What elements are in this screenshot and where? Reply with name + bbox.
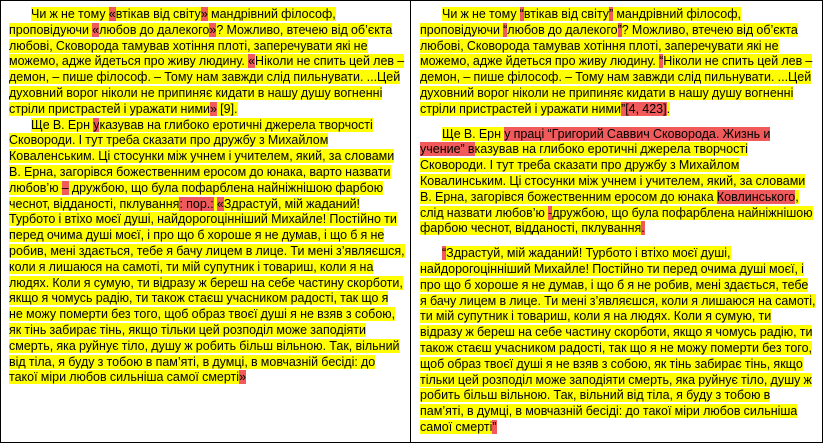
text-highlight: Ніколи не спить цей лев – демон, – пише філософ. – Тому нам завжди слід пильнувати. ...Цей духовний ворог ніколи не припиняє кидати в нашу душу вогненні стріли пристрастей і уражати ними — [9, 54, 405, 116]
diff-highlight: ” — [617, 22, 622, 37]
right-paragraph-1 — [420, 7, 816, 118]
text-highlight: . — [666, 101, 671, 116]
diff-highlight: . — [641, 221, 645, 236]
text-highlight: казував на глибоко еротичні джерела творчості Сковороди. І тут треба сказати про дружбу з Михайлом Ковалинським. Ці стосунки між учнем і учителем, який, за словами В. Ерна, загорівся божественним еросом до юнака — [420, 142, 806, 204]
left-column — [1, 1, 411, 442]
text-highlight: втікав від світу — [523, 7, 609, 21]
diff-highlight: « — [92, 22, 100, 37]
diff-highlight: Ковлинського — [716, 189, 796, 204]
text-highlight: ? Можливо, втечею від об’єкта любові, Сковорода тамував хотіння плоті, заперечувати які не можемо, адже йдеться про живу людину. — [9, 22, 393, 69]
text-highlight: Чи ж не тому — [442, 7, 520, 21]
text-highlight: , слід назвати любов’ю — [420, 189, 799, 220]
diff-highlight: у праці “Григорий Саввич Сковорода. Жизнь и учение” в — [420, 126, 771, 157]
left-paragraph-1 — [9, 7, 405, 118]
right-paragraph-3 — [420, 246, 816, 436]
diff-highlight: ” — [608, 7, 614, 21]
diff-highlight: « — [108, 7, 116, 21]
diff-highlight: » — [209, 22, 217, 37]
text-highlight: мандрівний філософ, проповідуючи — [420, 7, 742, 37]
text-highlight: Ще В. Ерн — [442, 126, 505, 141]
text-highlight: втікав від світу — [115, 7, 201, 21]
diff-highlight: » — [200, 7, 208, 21]
text-highlight: Чи ж не тому — [31, 7, 109, 21]
diff-highlight: » — [210, 101, 217, 116]
text-highlight: [9]. — [216, 101, 238, 116]
text-highlight: ? Можливо, втечею від об’єкта любові, Сковорода тамував хотіння плоті, заперечувати які не можемо, адже йдеться про живу людину. — [420, 22, 798, 69]
text-highlight: Здрастуй, мій жаданий! Турбото і втіхо моєї душі, найдорогоцінніший Михайле! Постійно ти перед очима душі моєї, і про що б хороше я не думав, і що б я не робив, мені здається, тебе я бачу лицем в лице. Ти мені з’являєшся, коли я лишаюся на самоті, ти мій супутник і товариш, коли я на людях. Коли я сумую, ти відразу ж береш на себе частину скорботи, якщо я чомусь радію, ти також стаєш учасником радості, так що я не можу померти без того, щоб образ твоєї душі я не взяв з собою, як тінь забирає тінь, якщо тільки цей розподіл може заподіяти смерть, яка руйнує тіло, душу ж робить більш вільною. Так, вільний від тіла, я буду з тобою в пам’яті, в думці, в мовчазній бесіді: до такої міри любов сильніша самої смерті — [9, 196, 405, 385]
diff-highlight: “ — [503, 22, 508, 37]
diff-highlight: ” — [492, 419, 497, 434]
left-paragraph-2 — [9, 118, 405, 387]
diff-highlight: « — [248, 54, 256, 69]
right-column — [411, 1, 822, 442]
text-highlight: мандрівний філософ, проповідуючи — [9, 7, 336, 37]
text-highlight: казував на глибоко еротичні джерела творчості Сковороди. І тут треба сказати про дружбу з Михайлом Коваленським. Ці стосунки між учнем і учителем, який, за словами В. Ерна, загорівся божественним еросом до юнака, варто назвати любов’ю — [9, 117, 395, 195]
text-highlight: Здрастуй, мій жаданий! Турбото і втіхо моєї душі, найдорогоцінніший Михайле! Постійно ти перед очима душі моєї, і про що б хороше я не думав, і що б я не робив, мені здається, тебе я бачу лицем в лице. Ти мені з’являєшся, коли я лишаюся на самоті, ти мій супутник і товариш, коли я на людях. Коли я сумую, ти відразу ж береш на себе частину скорботи, якщо я чомусь радію, ти також стаєш учасником радості, так що я не можу померти без того, щоб образ твоєї душі я не взяв з собою, як тінь забирає тінь, якщо тільки цей розподіл може заподіяти смерть, яка руйнує тіло, душу ж робить більш вільною. Так, вільний від тіла, я буду з тобою в пам’яті, в думці, в мовчазній бесіді: до такої міри любов сильніша самої смерті — [420, 246, 816, 434]
text-highlight: Ще В. Ерн — [31, 117, 94, 132]
diff-highlight: ”[4, 423] — [621, 101, 667, 116]
diff-highlight: у — [93, 117, 100, 132]
diff-highlight: – — [61, 180, 69, 195]
right-paragraph-2 — [420, 127, 816, 238]
text-highlight: дружбою, що була пофарблена найніжнішою фарбою чеснот, відданості, пклування — [420, 205, 813, 236]
text-highlight: любов до далекого — [99, 22, 210, 37]
diff-highlight: - — [548, 205, 553, 220]
diff-highlight: » — [239, 370, 247, 385]
diff-highlight: « — [216, 196, 224, 211]
text-highlight: дружбою, що була пофарблена найніжнішою фарбою чеснот, відданості, пклування — [9, 180, 384, 211]
diff-highlight: “ — [519, 7, 524, 21]
text-highlight: любов до далекого — [507, 22, 618, 37]
diff-highlight: “ — [659, 54, 664, 69]
diff-highlight: : пор.: — [179, 196, 214, 211]
diff-highlight: “ — [442, 246, 447, 261]
text-highlight: Ніколи не спить цей лев – демон, – пише філософ. – Тому нам завжди слід пильнувати. ...Цей духовний ворог ніколи не припиняє кидати в нашу душу вогненні стріли пристрастей і уражати ними — [420, 54, 813, 116]
